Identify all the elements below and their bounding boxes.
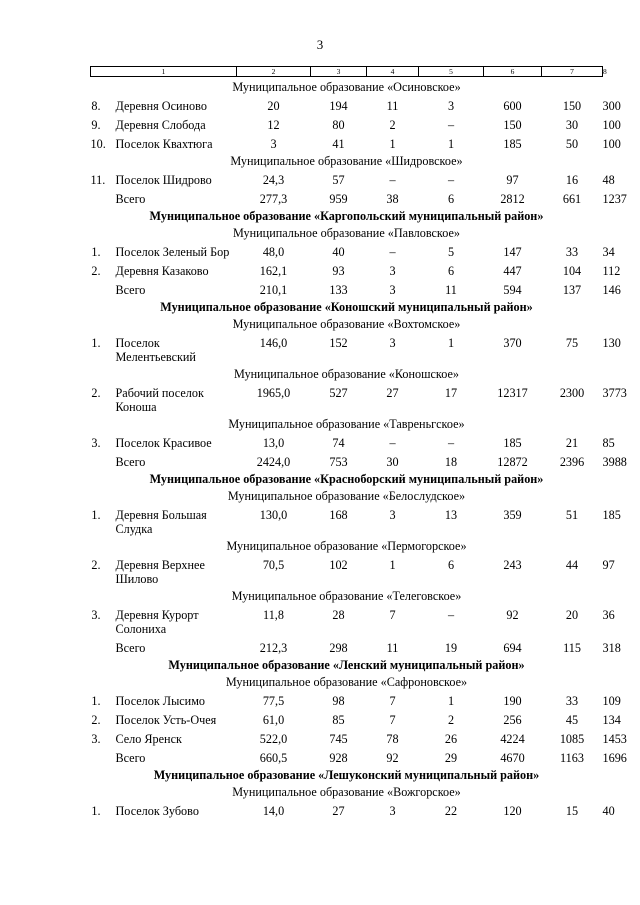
value-cell: 522,0 xyxy=(259,732,288,746)
municipality-heading: Муниципальное образование «Шидровское» xyxy=(230,154,463,168)
value-cell: 13,0 xyxy=(262,436,285,450)
table-row: 1. Поселок Зубово 14,0 27 3 22 120 15 40 xyxy=(91,799,603,818)
municipality-heading: Муниципальное образование «Павловское» xyxy=(233,226,460,240)
value-cell: 77,5 xyxy=(262,694,285,708)
value-cell: 753 xyxy=(329,455,348,469)
district-heading-row xyxy=(91,765,603,782)
column-number: 6 xyxy=(484,67,542,77)
value-cell: 33 xyxy=(565,245,579,259)
settlement-name: Деревня Большая Слудка xyxy=(115,508,207,536)
row-number: 9. xyxy=(91,118,101,132)
value-cell: 137 xyxy=(562,283,582,297)
table-row: 2. Деревня Казаково 162,1 93 3 6 447 104 112 xyxy=(91,259,603,278)
settlement-name: Поселок Шидрово xyxy=(115,173,212,187)
column-number-row: 1 2 3 4 5 6 7 8 xyxy=(91,67,603,77)
value-cell: 600 xyxy=(503,99,522,113)
value-cell: 78 xyxy=(386,732,399,746)
row-number: 1. xyxy=(91,804,101,818)
value-cell: 147 xyxy=(503,245,522,259)
municipality-heading: Муниципальное образование «Вохтомское» xyxy=(232,317,461,331)
row-number: 2. xyxy=(91,558,101,572)
value-cell: 150 xyxy=(562,99,582,113)
table-row: 2. Рабочий поселок Коноша 1965,0 527 27 17 12317 2300 3773 xyxy=(91,381,603,414)
value-cell: 2424,0 xyxy=(256,455,291,469)
table-row: 10. Поселок Квахтюга 3 41 1 1 185 50 100 xyxy=(91,132,603,151)
value-cell: 133 xyxy=(329,283,348,297)
settlement-name: Деревня Курорт Солониха xyxy=(115,608,199,636)
district-heading: Муниципальное образование «Коношский муниципальный район» xyxy=(160,300,533,314)
table-row: 3. Деревня Курорт Солониха 11,8 28 7 – 92 20 36 xyxy=(91,603,603,636)
value-cell: 212,3 xyxy=(259,641,288,655)
row-number: 11. xyxy=(90,173,106,187)
value-cell: 168 xyxy=(329,508,348,522)
value-cell: 14,0 xyxy=(262,804,285,818)
value-cell: 92 xyxy=(386,751,399,765)
table-row: 11. Поселок Шидрово 24,3 57 – – 97 16 48 xyxy=(91,168,603,187)
value-cell: 1085 xyxy=(559,732,585,746)
row-number xyxy=(91,636,112,655)
municipality-heading-row xyxy=(91,77,603,95)
row-number: 8. xyxy=(91,99,101,113)
value-cell: 130,0 xyxy=(259,508,288,522)
value-cell: 694 xyxy=(503,641,522,655)
value-cell: 38 xyxy=(386,192,399,206)
value-cell: 2 xyxy=(389,118,396,132)
value-cell: 98 xyxy=(332,694,345,708)
district-heading-row xyxy=(91,655,603,672)
value-cell: 6 xyxy=(447,192,455,206)
table-row: Всего 212,3 298 11 19 694 115 318 xyxy=(91,636,603,655)
column-number: 7 xyxy=(542,67,603,77)
district-heading-row xyxy=(91,297,603,314)
municipality-heading-row xyxy=(91,782,603,799)
table-row: 3. Поселок Красивое 13,0 74 – – 185 21 85 xyxy=(91,431,603,450)
value-cell: 243 xyxy=(503,558,522,572)
value-cell: 102 xyxy=(329,558,348,572)
value-cell: 594 xyxy=(503,283,522,297)
settlement-name: Деревня Верхнее Шилово xyxy=(115,558,205,586)
municipality-heading-row xyxy=(91,586,603,603)
value-cell: 11 xyxy=(386,641,399,655)
value-cell: 7 xyxy=(389,694,396,708)
value-cell: 45 xyxy=(565,713,579,727)
value-cell: – xyxy=(447,118,455,132)
settlement-name: Поселок Квахтюга xyxy=(115,137,213,151)
value-cell: 1 xyxy=(447,694,455,708)
table-row: Всего 660,5 928 92 29 4670 1163 1696 xyxy=(91,746,603,765)
value-cell: 75 xyxy=(565,336,579,350)
table-row: 2. Поселок Усть-Очея 61,0 85 7 2 256 45 134 xyxy=(91,708,603,727)
value-cell: 29 xyxy=(444,751,458,765)
value-cell: 7 xyxy=(389,608,396,622)
row-number xyxy=(91,450,112,469)
value-cell: 3 xyxy=(389,508,396,522)
row-number: 2. xyxy=(91,264,101,278)
municipality-heading-row xyxy=(91,364,603,381)
settlement-name: Всего xyxy=(115,455,146,469)
value-cell: 3 xyxy=(447,99,455,113)
value-cell: 928 xyxy=(329,751,348,765)
settlement-name: Рабочий поселок Коноша xyxy=(115,386,204,414)
value-cell: 30 xyxy=(565,118,579,132)
municipality-heading-row xyxy=(91,536,603,553)
table-row: 1. Поселок Зеленый Бор 48,0 40 – 5 147 33 34 xyxy=(91,240,603,259)
value-cell: 190 xyxy=(503,694,522,708)
value-cell: 256 xyxy=(503,713,522,727)
table-row: 1. Деревня Большая Слудка 130,0 168 3 13 359 51 185 xyxy=(91,503,603,536)
page-number: 3 xyxy=(316,37,324,52)
district-heading: Муниципальное образование «Ленский муниципальный район» xyxy=(168,658,525,672)
row-number xyxy=(91,278,112,297)
table-row: 3. Село Яренск 522,0 745 78 26 4224 1085 1453 xyxy=(91,727,603,746)
value-cell: 57 xyxy=(332,173,345,187)
value-cell: 162,1 xyxy=(259,264,288,278)
value-cell: 194 xyxy=(329,99,348,113)
value-cell: 1 xyxy=(447,137,455,151)
value-cell: 661 xyxy=(562,192,582,206)
value-cell: 1 xyxy=(447,336,455,350)
value-cell: 2 xyxy=(447,713,455,727)
municipality-heading: Муниципальное образование «Коношское» xyxy=(234,367,459,381)
district-heading-row xyxy=(91,469,603,486)
table-row: 8. Деревня Осиново 20 194 11 3 600 150 300 xyxy=(91,94,603,113)
value-cell: 298 xyxy=(329,641,348,655)
value-cell: 359 xyxy=(503,508,522,522)
table-row: Всего 210,1 133 3 11 594 137 146 xyxy=(91,278,603,297)
settlement-name: Деревня Казаково xyxy=(115,264,209,278)
value-cell: 20 xyxy=(267,99,280,113)
value-cell: 1163 xyxy=(560,751,584,765)
value-cell: 959 xyxy=(329,192,348,206)
municipality-heading-row xyxy=(91,151,603,168)
value-cell: 3 xyxy=(389,264,396,278)
value-cell: 447 xyxy=(503,264,522,278)
value-cell: 19 xyxy=(444,641,458,655)
municipality-heading-row xyxy=(91,223,603,240)
value-cell: 48,0 xyxy=(262,245,285,259)
value-cell: 20 xyxy=(565,608,579,622)
settlements-table xyxy=(90,66,627,818)
row-number: 2. xyxy=(91,713,101,727)
value-cell: 3 xyxy=(270,137,277,151)
value-cell: 3 xyxy=(389,283,396,297)
municipality-heading: Муниципальное образование «Телеговское» xyxy=(231,589,462,603)
row-number: 1. xyxy=(91,508,101,522)
value-cell: 12317 xyxy=(497,386,528,400)
municipality-heading: Муниципальное образование «Тавреньгское» xyxy=(228,417,465,431)
value-cell: 150 xyxy=(503,118,522,132)
district-heading: Муниципальное образование «Каргопольский муниципальный район» xyxy=(149,209,544,223)
value-cell: 6 xyxy=(447,264,455,278)
value-cell: 120 xyxy=(503,804,522,818)
value-cell: 41 xyxy=(332,137,345,151)
value-cell: 370 xyxy=(503,336,522,350)
table-row: 1. Поселок Мелентьевский 146,0 152 3 1 370 75 130 xyxy=(91,331,603,364)
table-row: 2. Деревня Верхнее Шилово 70,5 102 1 6 243 44 97 xyxy=(91,553,603,586)
value-cell: 12872 xyxy=(497,455,528,469)
value-cell: 7 xyxy=(389,713,396,727)
value-cell: 660,5 xyxy=(259,751,288,765)
value-cell: 3 xyxy=(389,336,396,350)
value-cell: 61,0 xyxy=(262,713,285,727)
value-cell: 745 xyxy=(329,732,348,746)
column-number: 2 xyxy=(237,67,311,77)
municipality-heading: Муниципальное образование «Осиновское» xyxy=(232,80,461,94)
row-number: 3. xyxy=(91,732,101,746)
row-number: 1. xyxy=(91,694,101,708)
value-cell: 85 xyxy=(332,713,345,727)
value-cell: 1 xyxy=(389,137,396,151)
value-cell: 4224 xyxy=(500,732,525,746)
value-cell: 27 xyxy=(332,804,345,818)
value-cell: 210,1 xyxy=(259,283,288,297)
value-cell: 2812 xyxy=(500,192,525,206)
value-cell: 2300 xyxy=(559,386,585,400)
municipality-heading-row xyxy=(91,414,603,431)
column-number: 1 xyxy=(91,67,237,77)
settlement-name: Поселок Лысимо xyxy=(115,694,206,708)
row-number xyxy=(91,187,112,206)
row-number: 10. xyxy=(90,137,106,151)
settlement-name: Всего xyxy=(115,192,146,206)
value-cell: 92 xyxy=(506,608,519,622)
value-cell: 93 xyxy=(332,264,345,278)
value-cell: 11 xyxy=(386,99,399,113)
value-cell: 21 xyxy=(565,436,579,450)
table-row: Всего 277,3 959 38 6 2812 661 1237 xyxy=(91,187,603,206)
value-cell: 11,8 xyxy=(263,608,284,622)
value-cell: – xyxy=(447,608,455,622)
table-row: 9. Деревня Слобода 12 80 2 – 150 30 100 xyxy=(91,113,603,132)
municipality-heading-row xyxy=(91,486,603,503)
value-cell: 30 xyxy=(386,455,399,469)
settlement-name: Поселок Усть-Очея xyxy=(115,713,217,727)
value-cell: 18 xyxy=(444,455,458,469)
value-cell: 70,5 xyxy=(262,558,285,572)
value-cell: 1 xyxy=(389,558,396,572)
column-number: 3 xyxy=(311,67,367,77)
value-cell: 17 xyxy=(444,386,458,400)
value-cell: 104 xyxy=(562,264,582,278)
value-cell: 50 xyxy=(565,137,579,151)
value-cell: 277,3 xyxy=(259,192,288,206)
value-cell: 12 xyxy=(267,118,280,132)
settlement-name: Всего xyxy=(115,641,146,655)
municipality-heading: Муниципальное образование «Белослудское» xyxy=(227,489,466,503)
value-cell: 527 xyxy=(329,386,348,400)
settlement-name: Всего xyxy=(115,283,146,297)
value-cell: 24,3 xyxy=(262,173,285,187)
value-cell: – xyxy=(389,436,396,450)
value-cell: 152 xyxy=(329,336,348,350)
row-number: 3. xyxy=(91,436,101,450)
value-cell: – xyxy=(389,173,396,187)
municipality-heading: Муниципальное образование «Пермогорское» xyxy=(226,539,467,553)
column-number: 5 xyxy=(419,67,484,77)
value-cell: 28 xyxy=(332,608,345,622)
settlement-name: Поселок Мелентьевский xyxy=(115,336,196,364)
row-number: 2. xyxy=(91,386,101,400)
settlement-name: Село Яренск xyxy=(115,732,182,746)
row-number: 1. xyxy=(91,336,101,350)
value-cell: – xyxy=(389,245,396,259)
table-row: 1. Поселок Лысимо 77,5 98 7 1 190 33 109 xyxy=(91,689,603,708)
value-cell: 146,0 xyxy=(259,336,288,350)
settlement-name: Поселок Зубово xyxy=(115,804,199,818)
value-cell: 27 xyxy=(386,386,399,400)
column-number: 4 xyxy=(367,67,419,77)
value-cell: 185 xyxy=(503,436,522,450)
value-cell: 11 xyxy=(445,283,457,297)
value-cell: – xyxy=(447,436,455,450)
settlement-name: Всего xyxy=(115,751,146,765)
value-cell: 2396 xyxy=(559,455,585,469)
row-number xyxy=(91,746,112,765)
value-cell: 185 xyxy=(503,137,522,151)
municipality-heading: Муниципальное образование «Вожгорское» xyxy=(232,785,461,799)
value-cell: 5 xyxy=(447,245,455,259)
row-number: 3. xyxy=(91,608,101,622)
district-heading: Муниципальное образование «Лешуконский муниципальный район» xyxy=(153,768,540,782)
settlement-name: Поселок Зеленый Бор xyxy=(115,245,230,259)
district-heading: Муниципальное образование «Красноборский муниципальный район» xyxy=(149,472,544,486)
table-row: Всего 2424,0 753 30 18 12872 2396 3988 xyxy=(91,450,603,469)
municipality-heading-row xyxy=(91,672,603,689)
district-heading-row xyxy=(91,206,603,223)
settlement-name: Деревня Слобода xyxy=(115,118,206,132)
value-cell: 33 xyxy=(565,694,579,708)
value-cell: 115 xyxy=(563,641,581,655)
value-cell: – xyxy=(447,173,455,187)
value-cell: 44 xyxy=(565,558,579,572)
settlement-name: Деревня Осиново xyxy=(115,99,207,113)
value-cell: 6 xyxy=(447,558,455,572)
value-cell: 74 xyxy=(332,436,345,450)
municipality-heading: Муниципальное образование «Сафроновское» xyxy=(225,675,468,689)
settlement-name: Поселок Красивое xyxy=(115,436,212,450)
value-cell: 26 xyxy=(444,732,458,746)
table-body xyxy=(90,77,627,819)
value-cell: 13 xyxy=(444,508,458,522)
municipality-heading-row xyxy=(91,314,603,331)
value-cell: 97 xyxy=(506,173,519,187)
value-cell: 22 xyxy=(444,804,458,818)
value-cell: 40 xyxy=(332,245,345,259)
row-number: 1. xyxy=(91,245,101,259)
value-cell: 4670 xyxy=(500,751,525,765)
value-cell: 80 xyxy=(332,118,345,132)
value-cell: 3 xyxy=(389,804,396,818)
value-cell: 1965,0 xyxy=(256,386,291,400)
value-cell: 15 xyxy=(565,804,579,818)
value-cell: 51 xyxy=(565,508,579,522)
value-cell: 16 xyxy=(565,173,579,187)
